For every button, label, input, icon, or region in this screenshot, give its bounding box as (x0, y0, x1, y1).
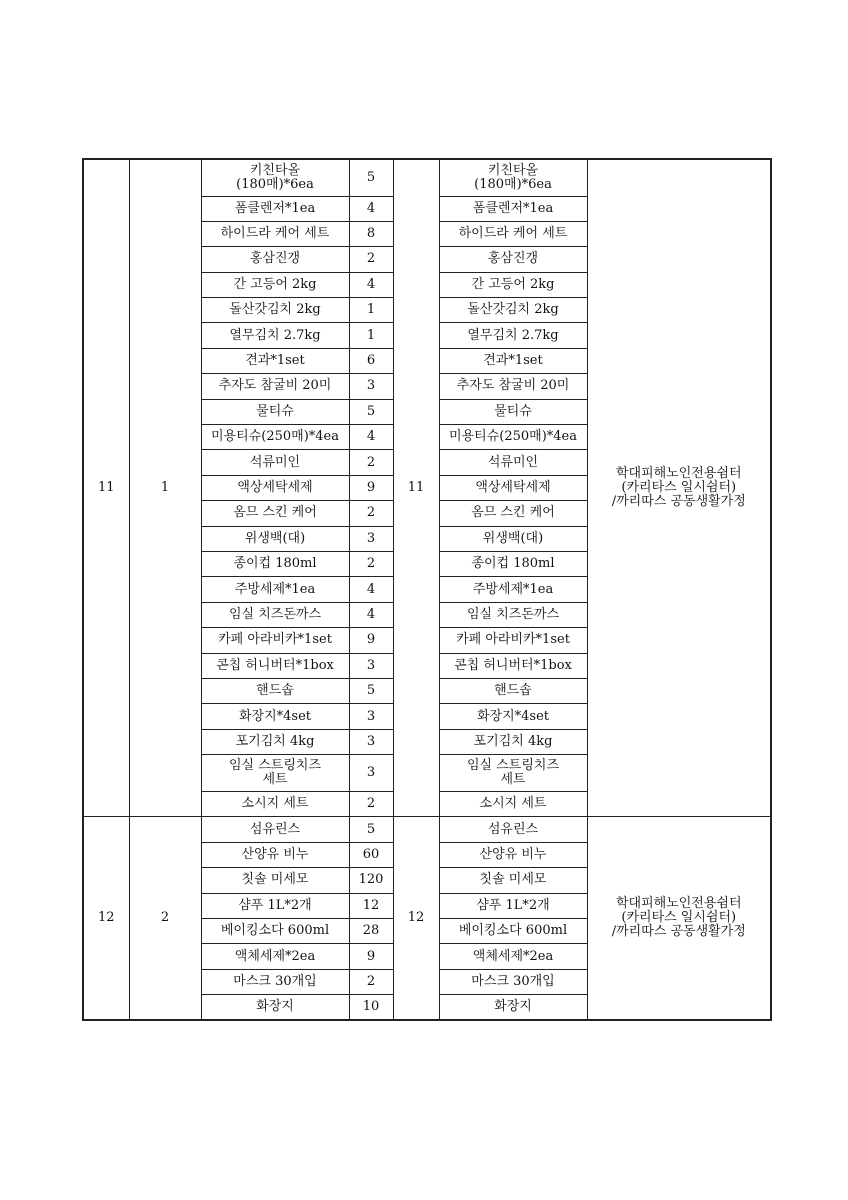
item-name: 견과*1set (201, 348, 349, 373)
item-quantity: 4 (349, 196, 393, 221)
item-name: 임실 치즈돈까스 (201, 602, 349, 627)
group-count: 2 (129, 817, 201, 1020)
item-quantity: 3 (349, 729, 393, 754)
recipient-item-name: 화장지*4set (439, 704, 587, 729)
recipient-item-name: 주방세제*1ea (439, 577, 587, 602)
recipient-item-name: 홍삼진갱 (439, 247, 587, 272)
item-name: 임실 스트링치즈 세트 (201, 755, 349, 792)
item-name: 섬유린스 (201, 817, 349, 842)
recipient-item-name: 위생백(대) (439, 526, 587, 551)
recipient-item-name: 칫솔 미세모 (439, 868, 587, 893)
item-name: 키친타올 (180매)*6ea (201, 159, 349, 196)
item-name: 돌산갓김치 2kg (201, 298, 349, 323)
facility-line: (카리타스 일시쉼터) (621, 910, 737, 926)
item-name: 간 고등어 2kg (201, 272, 349, 297)
item-quantity: 5 (349, 399, 393, 424)
item-quantity: 2 (349, 792, 393, 817)
item-quantity: 2 (349, 247, 393, 272)
item-quantity: 4 (349, 425, 393, 450)
item-name: 액상세탁세제 (201, 475, 349, 500)
item-name: 화장지 (201, 995, 349, 1020)
item-name: 소시지 세트 (201, 792, 349, 817)
item-quantity: 9 (349, 475, 393, 500)
item-name: 산양유 비누 (201, 842, 349, 867)
recipient-item-name: 폼클렌저*1ea (439, 196, 587, 221)
item-name: 콘칩 허니버터*1box (201, 653, 349, 678)
item-name: 열무김치 2.7kg (201, 323, 349, 348)
recipient-item-name: 임실 치즈돈까스 (439, 602, 587, 627)
recipient-item-name: 카페 아라비카*1set (439, 628, 587, 653)
recipient-facility (587, 159, 771, 817)
recipient-item-name: 마스크 30개입 (439, 969, 587, 994)
recipient-item-name: 키친타올 (180매)*6ea (439, 159, 587, 196)
item-name: 액체세제*2ea (201, 944, 349, 969)
distribution-table (82, 158, 772, 1021)
item-quantity: 1 (349, 298, 393, 323)
recipient-item-name: 열무김치 2.7kg (439, 323, 587, 348)
recipient-item-name: 하이드라 케어 세트 (439, 221, 587, 246)
item-name: 추자도 참굴비 20미 (201, 374, 349, 399)
item-name: 석류미인 (201, 450, 349, 475)
item-name: 미용티슈(250매)*4ea (201, 425, 349, 450)
item-quantity: 9 (349, 944, 393, 969)
item-name: 종이컵 180ml (201, 551, 349, 576)
item-quantity: 3 (349, 374, 393, 399)
recipient-facility (587, 817, 771, 1020)
recipient-item-name: 임실 스트링치즈 세트 (439, 755, 587, 792)
recipient-item-name: 물티슈 (439, 399, 587, 424)
recipient-item-name: 액상세탁세제 (439, 475, 587, 500)
item-name: 옴므 스킨 케어 (201, 501, 349, 526)
recipient-number: 12 (393, 817, 439, 1020)
item-quantity: 60 (349, 842, 393, 867)
group-number: 12 (83, 817, 129, 1020)
item-quantity: 2 (349, 501, 393, 526)
item-quantity: 2 (349, 450, 393, 475)
item-name: 샴푸 1L*2개 (201, 893, 349, 918)
item-quantity: 4 (349, 577, 393, 602)
recipient-item-name: 소시지 세트 (439, 792, 587, 817)
item-quantity: 5 (349, 817, 393, 842)
item-name: 카페 아라비카*1set (201, 628, 349, 653)
recipient-item-name: 샴푸 1L*2개 (439, 893, 587, 918)
item-name: 하이드라 케어 세트 (201, 221, 349, 246)
item-name: 포기김치 4kg (201, 729, 349, 754)
recipient-item-name: 산양유 비누 (439, 842, 587, 867)
item-quantity: 3 (349, 653, 393, 678)
facility-line: /까리따스 공동생활가정 (611, 924, 746, 940)
recipient-item-name: 견과*1set (439, 348, 587, 373)
recipient-item-name: 포기김치 4kg (439, 729, 587, 754)
table-row (83, 817, 771, 842)
item-name: 위생백(대) (201, 526, 349, 551)
recipient-item-name: 미용티슈(250매)*4ea (439, 425, 587, 450)
item-quantity: 6 (349, 348, 393, 373)
item-quantity: 120 (349, 868, 393, 893)
facility-line: /까리따스 공동생활가정 (611, 494, 746, 510)
item-quantity: 2 (349, 551, 393, 576)
group-number: 11 (83, 159, 129, 817)
recipient-item-name: 돌산갓김치 2kg (439, 298, 587, 323)
item-quantity: 3 (349, 704, 393, 729)
recipient-item-name: 액체세제*2ea (439, 944, 587, 969)
item-name: 폼클렌저*1ea (201, 196, 349, 221)
item-quantity: 9 (349, 628, 393, 653)
item-name: 주방세제*1ea (201, 577, 349, 602)
item-quantity: 8 (349, 221, 393, 246)
item-quantity: 5 (349, 678, 393, 703)
table-body (83, 159, 771, 1020)
item-name: 베이킹소다 600ml (201, 919, 349, 944)
facility-line: 학대피해노인전용쉼터 (615, 896, 742, 912)
item-name: 마스크 30개입 (201, 969, 349, 994)
recipient-item-name: 핸드솝 (439, 678, 587, 703)
item-name: 핸드솝 (201, 678, 349, 703)
item-quantity: 10 (349, 995, 393, 1020)
facility-line: 학대피해노인전용쉼터 (615, 466, 742, 482)
recipient-item-name: 종이컵 180ml (439, 551, 587, 576)
recipient-item-name: 베이킹소다 600ml (439, 919, 587, 944)
item-name: 화장지*4set (201, 704, 349, 729)
recipient-item-name: 옴므 스킨 케어 (439, 501, 587, 526)
item-quantity: 4 (349, 272, 393, 297)
item-quantity: 1 (349, 323, 393, 348)
recipient-item-name: 화장지 (439, 995, 587, 1020)
recipient-item-name: 간 고등어 2kg (439, 272, 587, 297)
recipient-number: 11 (393, 159, 439, 817)
item-quantity: 2 (349, 969, 393, 994)
item-quantity: 12 (349, 893, 393, 918)
recipient-item-name: 추자도 참굴비 20미 (439, 374, 587, 399)
item-name: 물티슈 (201, 399, 349, 424)
item-quantity: 4 (349, 602, 393, 627)
item-name: 홍삼진갱 (201, 247, 349, 272)
recipient-item-name: 콘칩 허니버터*1box (439, 653, 587, 678)
item-quantity: 28 (349, 919, 393, 944)
facility-line: (카리타스 일시쉼터) (621, 480, 737, 496)
recipient-item-name: 석류미인 (439, 450, 587, 475)
item-quantity: 5 (349, 159, 393, 196)
item-quantity: 3 (349, 755, 393, 792)
recipient-item-name: 섬유린스 (439, 817, 587, 842)
item-quantity: 3 (349, 526, 393, 551)
group-count: 1 (129, 159, 201, 817)
table-row (83, 159, 771, 196)
item-name: 칫솔 미세모 (201, 868, 349, 893)
